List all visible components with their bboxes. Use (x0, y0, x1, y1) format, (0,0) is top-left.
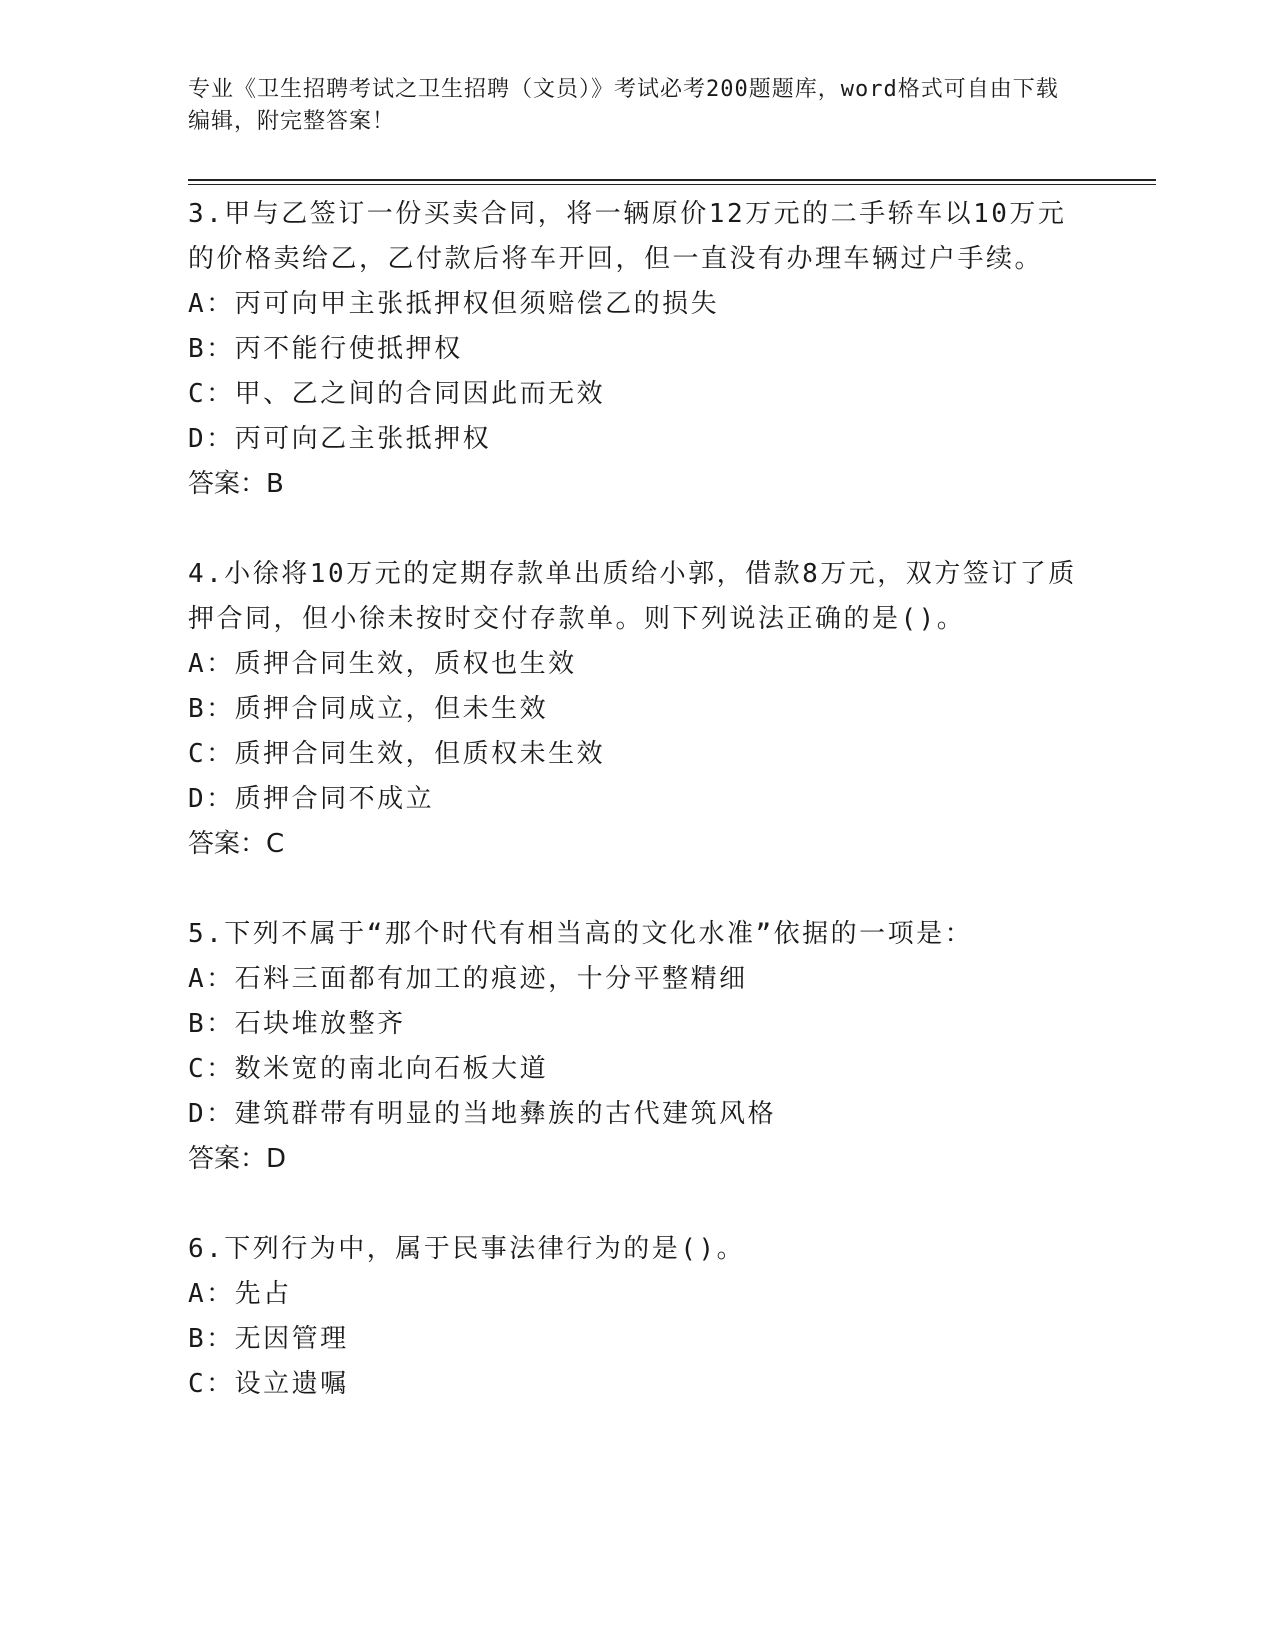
option-c: C：甲、乙之间的合同因此而无效 (188, 379, 606, 409)
option-c: C：数米宽的南北向石板大道 (188, 1054, 549, 1084)
option-a: A：石料三面都有加工的痕迹，十分平整精细 (188, 964, 748, 994)
question-4 (188, 552, 1088, 867)
spacer (188, 1182, 1088, 1227)
option-a: A：质押合同生效，质权也生效 (188, 649, 577, 679)
option-d: D：质押合同不成立 (188, 784, 435, 814)
option-c: C：质押合同生效，但质权未生效 (188, 739, 606, 769)
question-6 (188, 1227, 1088, 1407)
option-b: B：丙不能行使抵押权 (188, 334, 463, 364)
spacer (188, 507, 1088, 552)
option-d: D：丙可向乙主张抵押权 (188, 424, 492, 454)
option-a: A：先占 (188, 1279, 292, 1309)
option-c: C：设立遗嘱 (188, 1369, 349, 1399)
document-header: 专业《卫生招聘考试之卫生招聘（文员）》考试必考200题题库，word格式可自由下载编辑，附完整答案！ (188, 77, 1059, 134)
question-stem: 5.下列不属于“那个时代有相当高的文化水准”依据的一项是： (188, 919, 974, 949)
answer: 答案：D (188, 1144, 287, 1174)
header-divider-thin (188, 184, 1156, 185)
question-stem: 4.小徐将10万元的定期存款单出质给小郭，借款8万元，双方签订了质押合同，但小徐未按时交付存款单。则下列说法正确的是()。 (188, 559, 1077, 634)
option-b: B：质押合同成立，但未生效 (188, 694, 549, 724)
question-stem: 3.甲与乙签订一份买卖合同，将一辆原价12万元的二手轿车以10万元的价格卖给乙，乙付款后将车开回，但一直没有办理车辆过户手续。 (188, 199, 1067, 274)
header-divider-thick (188, 179, 1156, 181)
answer: 答案：C (188, 829, 285, 859)
question-stem: 6.下列行为中，属于民事法律行为的是()。 (188, 1234, 746, 1264)
question-3 (188, 192, 1088, 507)
option-d: D：建筑群带有明显的当地彝族的古代建筑风格 (188, 1099, 777, 1129)
spacer (188, 867, 1088, 912)
answer: 答案：B (188, 469, 284, 499)
option-b: B：石块堆放整齐 (188, 1009, 406, 1039)
question-5 (188, 912, 1088, 1182)
option-a: A：丙可向甲主张抵押权但须赔偿乙的损失 (188, 289, 720, 319)
question-list (188, 192, 1088, 1407)
option-b: B：无因管理 (188, 1324, 349, 1354)
